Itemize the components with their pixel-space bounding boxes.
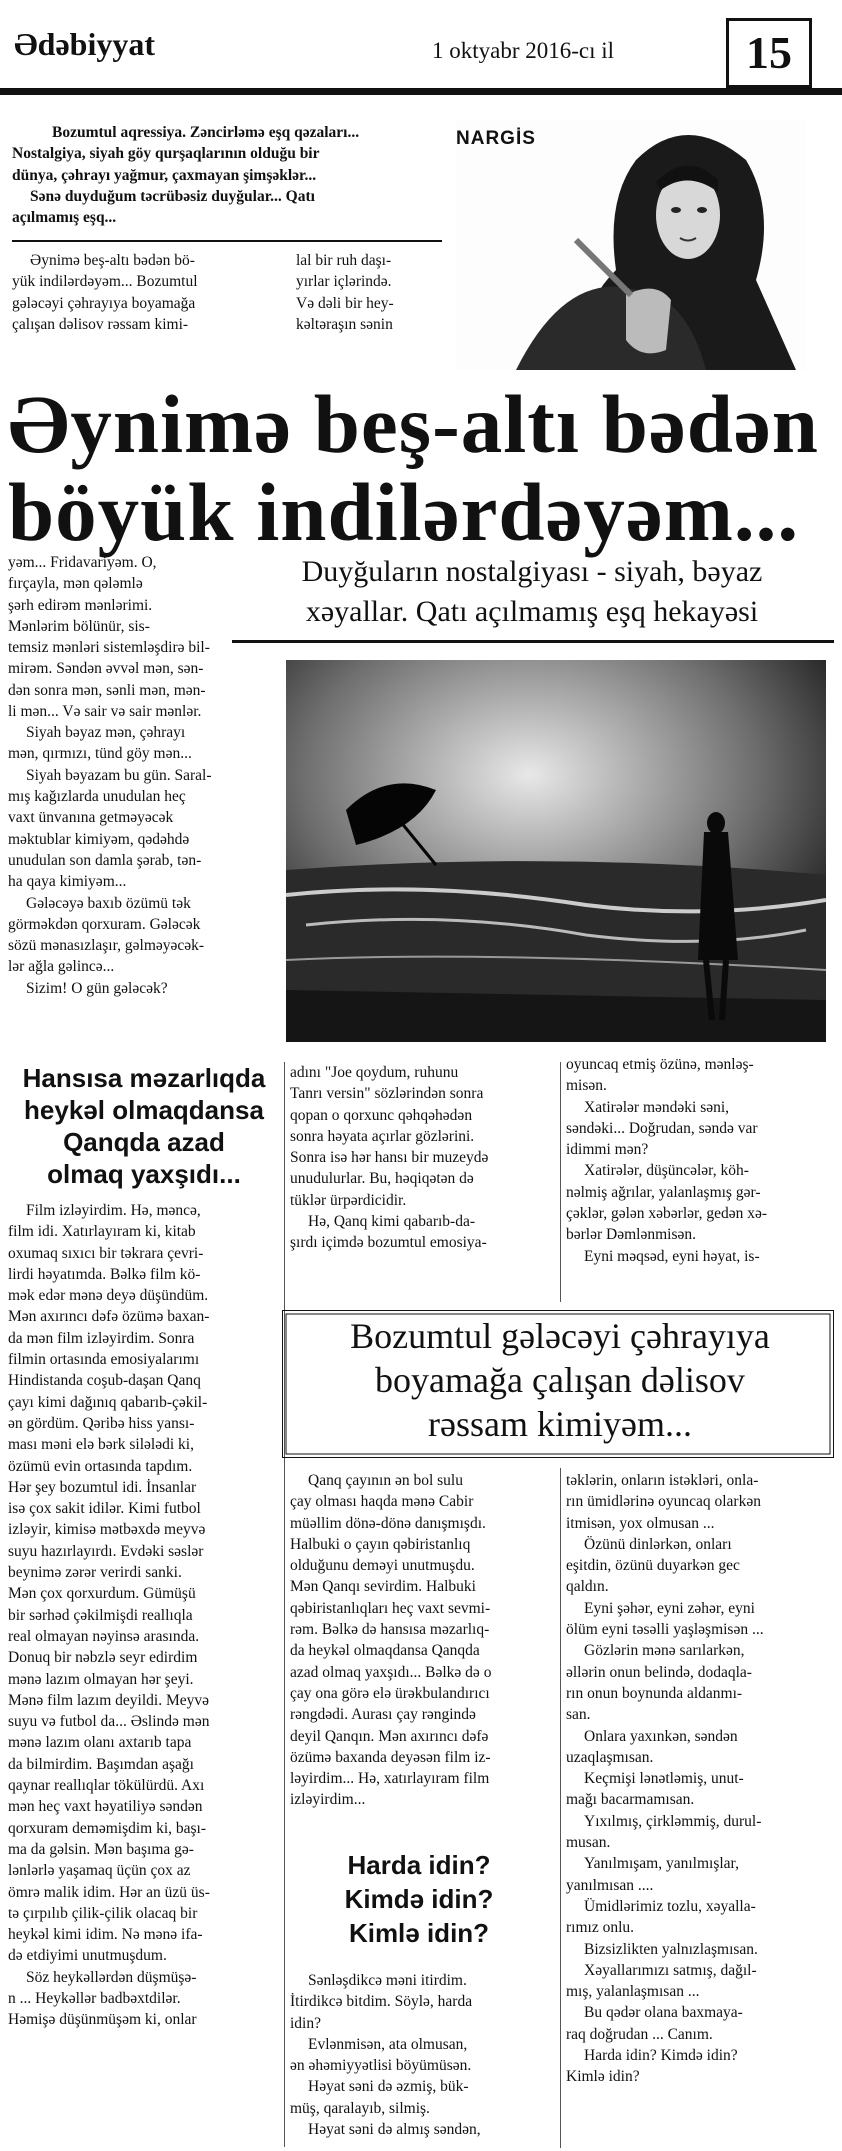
text-line: Mənə film lazım deyildi. Meyvə <box>8 1691 210 1709</box>
text-line: qaldın. <box>566 1578 609 1596</box>
text-line: ən əhəmiyyətlisi böyümüsən. <box>290 2057 472 2075</box>
text-line: yanılmısan .... <box>566 1876 654 1894</box>
left-line: ha qaya kimiyəm... <box>8 873 127 891</box>
text-line: Eyni şəhər, eyni zəhər, eyni <box>584 1599 755 1617</box>
left-line: mış kağızlarda unudulan heç <box>8 788 186 806</box>
text-line: adını "Joe qoydum, ruhunu <box>290 1064 459 1081</box>
headline <box>8 380 834 556</box>
text-line: rımız onlu. <box>566 1919 635 1937</box>
intro-line: Bozumtul aqressiya. Zəncirləmə eşq qəzaları... <box>52 124 360 141</box>
column-divider <box>560 1468 561 2148</box>
right-column-text <box>566 1054 834 1267</box>
woman-portrait-photo <box>456 120 806 370</box>
text-line: uzaqlaşmısan. <box>566 1748 654 1766</box>
lead-col-a <box>12 250 282 335</box>
intro-line: Nostalgiya, siyah göy qurşaqlarının olduğu bir <box>12 145 320 163</box>
text-line: da heykəl olmaqdansa Qanqda <box>290 1642 480 1660</box>
text-line: Halbuki o çayın qəbiristanlıq <box>290 1535 471 1553</box>
text-line: Həyat səni də əzmiş, bük- <box>308 2078 469 2096</box>
issue-date: 1 oktyabr 2016-cı il <box>432 38 615 63</box>
lead-line: lal bir ruh daşı- <box>296 252 392 269</box>
text-line: beynimə zərər verirdi sanki. <box>8 1564 182 1582</box>
column-divider <box>560 1062 561 1302</box>
text-line: da bilmirdim. Başımdan aşağı <box>8 1755 194 1773</box>
left-line: Siyah bəyaz mən, çəhrayı <box>26 724 186 742</box>
text-line: Hə, Qanq kimi qabarıb-da- <box>308 1213 475 1231</box>
left-column-text-wide <box>8 637 280 999</box>
text-line: ölüm eyni təsəlli yaşləşmisən ... <box>566 1621 764 1639</box>
text-line: Gözlərin mənə sarılarkən, <box>584 1642 745 1660</box>
text-line: mağı bacarmamısan. <box>566 1791 695 1809</box>
text-line: heykəl kimi idim. Nə mənə ifa- <box>8 1926 203 1944</box>
subheading-line: boyamağa çalışan dəlisov <box>375 1360 745 1400</box>
text-line: rın ümidlərinə oyuncaq olarkən <box>566 1493 761 1511</box>
text-line: səndəki... Doğrudan, səndə var <box>566 1119 758 1137</box>
text-line: təklərin, onların istəkləri, onla- <box>566 1472 759 1489</box>
left-line: unudulan son damla şərab, tən- <box>8 851 202 869</box>
text-line: qorxuram deməmişdim ki, başı- <box>8 1819 207 1837</box>
left-line: li mən... Və sair və sair mənlər. <box>8 702 202 720</box>
lead-line: Əynimə beş-altı bədən bö- <box>30 252 195 269</box>
text-line: Ümidlərimiz tozlu, xəyalla- <box>584 1897 756 1915</box>
left-line: Sizim! O gün gələcək? <box>26 979 168 997</box>
text-line: Bizsizlikten yalnızlaşmısan. <box>584 1940 758 1958</box>
headline-line: Əynimə beş-altı bədən <box>8 378 819 470</box>
text-line: ömrə malik idim. Hər an üzü üs- <box>8 1883 210 1901</box>
text-line: Bu qədər olana baxmaya- <box>584 2004 743 2022</box>
text-line: itmisən, yox olmusan ... <box>566 1514 715 1532</box>
text-line: rəngdədi. Aurası çay rəngində <box>290 1706 476 1724</box>
text-line: Həyat səni də almış səndən, <box>308 2121 481 2139</box>
umbrella-beach-photo <box>286 660 826 1042</box>
text-line: mən heç vaxt həyatiliyə səndən <box>8 1798 203 1816</box>
subheading-line: Kimdə idin? <box>344 1884 494 1914</box>
text-line: Hindistanda coşub-daşan Qanq <box>8 1372 201 1390</box>
page-number: 15 <box>726 18 812 88</box>
text-line: sonra həyata açırlar gözlərini. <box>290 1127 475 1145</box>
right-column-text-2 <box>566 1470 834 2088</box>
left-line: fırçayla, mən qələmlə <box>8 575 143 593</box>
left-line: şərh edirəm mənlərimi. <box>8 596 153 614</box>
left-line: Mənlərim bölünür, sis- <box>8 617 150 635</box>
text-line: Qanq çayının ən bol sulu <box>308 1472 463 1489</box>
text-line: Mən Qanqı sevirdim. Halbuki <box>290 1578 476 1596</box>
text-line: Evlənmisən, ata olmusan, <box>308 2035 468 2053</box>
text-line: Kimlə idin? <box>566 2068 640 2086</box>
text-line: əllərin onun belində, dodaqla- <box>566 1663 752 1681</box>
text-line: raq doğrudan ... Canım. <box>566 2025 713 2043</box>
text-line: Yanılmışam, yanılmışlar, <box>584 1855 739 1873</box>
column-divider <box>284 1062 285 2147</box>
text-line: Onlara yaxınkən, səndən <box>584 1727 738 1745</box>
text-line: Mən çox qorxurdum. Gümüşü <box>8 1585 196 1603</box>
subheading-line: heykəl olmaqdansa <box>24 1095 264 1125</box>
text-line: izləyir, kimisə mətbəxdə meyvə <box>8 1521 206 1539</box>
text-line: ləyirdim... Hə, xatırlayıram film <box>290 1770 490 1788</box>
subheading-line: Qanqda azad <box>63 1127 225 1157</box>
text-line: qəbiristanlıqları heç vaxt sevmi- <box>290 1599 491 1617</box>
subheading-line: rəssam kimiyəm... <box>428 1404 692 1444</box>
text-line: mış, yalanlaşmısan ... <box>566 1983 700 2001</box>
text-line: bərlər Dəmlənmisən. <box>566 1226 696 1244</box>
text-line: çəklər, gələn xəbərlər, gedən xə- <box>566 1205 768 1223</box>
intro-line: dünya, çəhrayı yağmur, çaxmayan şimşəklər... <box>12 166 317 184</box>
text-line: nəlmiş ağrılar, yalanlaşmış gər- <box>566 1183 761 1201</box>
text-line: lirdi həyatımda. Bəlkə film kö- <box>8 1265 201 1283</box>
subheading-line: Kimlə idin? <box>348 1918 490 1948</box>
subheading-line: Harda idin? <box>347 1850 491 1880</box>
left-line: dən sonra mən, sənli mən, mən- <box>8 681 206 699</box>
text-line: şırdı içimdə bozumtul emosiya- <box>290 1234 487 1252</box>
text-line: san. <box>566 1706 591 1724</box>
left-line: sözü mənasızlaşır, gəlməyəcək- <box>8 937 205 955</box>
lead-line: Və dəli bir hey- <box>296 294 394 312</box>
text-line: lənlərlə yaşamaq üçün çox az <box>8 1862 191 1880</box>
text-line: filmin ortasında emosiyalarımı <box>8 1351 200 1369</box>
text-line: idin? <box>290 2014 321 2032</box>
left-line: temsiz mənləri sistemləşdirə bil- <box>8 639 210 656</box>
subheading-2 <box>290 1314 830 1446</box>
text-line: Həmişə düşünmüşəm ki, onlar <box>8 2011 197 2029</box>
text-line: unudulurlar. Bu, həqiqətən də <box>290 1170 474 1188</box>
text-line: qopan o qorxunc qəhqəhədən <box>290 1106 473 1124</box>
text-line: Harda idin? Kimdə idin? <box>584 2047 738 2065</box>
section-title: Ədəbiyyat <box>14 26 155 62</box>
text-line: Tanrı versin" sözlərindən sonra <box>290 1085 484 1103</box>
mid-subheading <box>284 1848 554 1950</box>
text-line: mənə lazım olmayan hər şeyi. <box>8 1670 194 1688</box>
text-line: qaynar reallıqlar tökülürdü. Axı <box>8 1777 205 1795</box>
left-line: mirəm. Səndən əvvəl mən, sən- <box>8 660 204 678</box>
subheading-rule <box>232 640 834 643</box>
subheading-line: xəyallar. Qatı açılmamış eşq hekayəsi <box>305 595 759 628</box>
left-subheading <box>8 1062 280 1190</box>
text-line: müş, qaralayıb, silmiş. <box>290 2099 430 2117</box>
text-line: n ... Heykəllər badbəxtdilər. <box>8 1989 181 2007</box>
text-line: çay olması haqda mənə Cabir <box>290 1493 474 1511</box>
text-line: deyil Qanqın. Mən axırıncı dəfə <box>290 1727 489 1745</box>
text-line: ma da gəlsin. Mən başıma gə- <box>8 1840 194 1858</box>
text-line: tüklər ürpərdicidir. <box>290 1191 407 1209</box>
subheading-line: Duyğuların nostalgiyası - siyah, bəyaz <box>301 555 763 588</box>
intro-line: Sənə duyduğum təcrübəsiz duyğular... Qatı <box>30 187 315 205</box>
text-line: Xəyallarımızı satmış, dağıl- <box>584 1961 757 1979</box>
text-line: film idi. Xatırlayıram ki, kitab <box>8 1223 196 1241</box>
text-line: özümə baxanda deyəsən film iz- <box>290 1748 491 1766</box>
text-line: Donuq bir nəbzlə seyr edirdim <box>8 1649 198 1667</box>
left-line: mən, qırmızı, tünd göy mən... <box>8 745 192 763</box>
text-line: musan. <box>566 1834 611 1852</box>
headline-line: böyük indilərdəyəm... <box>8 466 800 558</box>
header-rule <box>0 88 842 95</box>
text-line: idimmi mən? <box>566 1141 649 1159</box>
intro-line: açılmamış eşq... <box>12 209 117 227</box>
text-line: Xatirələr məndəki səni, <box>584 1098 730 1116</box>
text-line: Mən axırıncı dəfə özümə baxan- <box>8 1308 210 1326</box>
text-line: İtirdikcə bitdim. Söylə, harda <box>290 1993 473 2011</box>
text-line: özümü evin ortasında tapdım. <box>8 1457 193 1475</box>
text-line: olduğunu deməyi unutmuşdu. <box>290 1557 475 1575</box>
text-line: də etdiyimi unutmuşdum. <box>8 1947 167 1965</box>
left-line: məktublar kimiyəm, qədəhdə <box>8 830 190 848</box>
subheading-line: Hansısa məzarlıqda <box>22 1063 266 1093</box>
left-line: Gələcəyə baxıb özümü tək <box>26 894 191 912</box>
text-line: Eyni məqsəd, eyni həyat, is- <box>584 1247 760 1265</box>
text-line: azad olmaq yaxşıdı... Bəlkə də o <box>290 1663 492 1681</box>
left-story <box>8 1200 280 2031</box>
text-line: real olmayan nəyinsə arasında. <box>8 1627 200 1645</box>
lead-line: gələcəyi çəhrayıya boyamağa <box>12 294 196 312</box>
text-line: eşitdin, özünü duyarkən gec <box>566 1557 740 1575</box>
lead-line: yırlar içlərində. <box>296 273 392 291</box>
left-column-text <box>8 552 226 637</box>
left-line: görməkdən qorxuram. Gələcək <box>8 915 201 933</box>
text-line: izləyirdim... <box>290 1791 366 1809</box>
text-line: çayı kimi dağınıq qabarıb-çəkil- <box>8 1393 208 1411</box>
text-line: oyuncaq etmiş özünə, mənləş- <box>566 1056 754 1073</box>
text-line: Hər şey bozumtul idi. İnsanlar <box>8 1478 197 1496</box>
left-line: Siyah bəyazam bu gün. Saral- <box>26 766 212 784</box>
subheading-1 <box>232 552 832 632</box>
subheading-line: Bozumtul gələcəyi çəhrayıya <box>350 1316 770 1356</box>
mid-column-text-3 <box>290 1970 554 2140</box>
text-line: Sonra isə hər hansı bir muzeydə <box>290 1149 489 1167</box>
text-line: ən gördüm. Qəribə hiss yansı- <box>8 1414 195 1432</box>
text-line: Sənləşdikcə məni itirdim. <box>308 1972 467 1989</box>
text-line: suyu hazırlayırdı. Evdəki səslər <box>8 1542 204 1560</box>
left-line: lər ağla gəlincə... <box>8 958 115 976</box>
text-line: Film izləyirdim. Hə, məncə, <box>26 1202 201 1219</box>
lead-col-b <box>296 250 446 335</box>
text-line: müəllim dönə-dönə danışmışdı. <box>290 1514 486 1532</box>
text-line: rın onun boynunda aldanmı- <box>566 1684 743 1702</box>
author-name: NARGİS <box>456 128 536 149</box>
lead-line: yük indilərdəyəm... Bozumtul <box>12 273 198 291</box>
text-line: tə çırpılıb çilik-çilik olacaq bir <box>8 1904 198 1922</box>
text-line: mək edər mənə deyə düşündüm. <box>8 1287 209 1305</box>
text-line: Keçmişi lənətləmiş, unut- <box>584 1770 744 1788</box>
text-line: Yıxılmış, çirkləmmiş, durul- <box>584 1812 762 1830</box>
left-line: yəm... Fridavariyəm. O, <box>8 554 157 571</box>
text-line: bir sərhəd çəkilmişdi reallıqla <box>8 1606 193 1624</box>
mid-column-text <box>290 1062 554 1254</box>
text-line: rəm. Bəlkə də hansısa məzarlıq- <box>290 1621 490 1639</box>
left-line: vaxt ünvanına getməyəcək <box>8 809 174 827</box>
lead-line: kəltəraşın sənin <box>296 315 393 333</box>
text-line: suyu və futbol da... Əslində mən <box>8 1713 210 1731</box>
mid-column-text-2 <box>290 1470 554 1811</box>
text-line: Özünü dinlərkən, onları <box>584 1535 732 1553</box>
text-line: Xatirələr, düşüncələr, köh- <box>584 1162 749 1180</box>
text-line: çay ona görə elə ürəkbulandırıcı <box>290 1684 490 1702</box>
subheading-line: olmaq yaxşıdı... <box>47 1159 241 1189</box>
text-line: isə çox sakit idilər. Kimi futbol <box>8 1500 201 1518</box>
text-line: ması məni elə bərk silələdi ki, <box>8 1436 194 1454</box>
lead-intro <box>12 122 442 228</box>
text-line: oxumaq sıxıcı bir təkrara çevri- <box>8 1244 204 1262</box>
text-line: Söz heykəllərdən düşmüşə- <box>26 1968 197 1986</box>
text-line: mənə lazım olanı axtarıb tapa <box>8 1734 192 1752</box>
text-line: misən. <box>566 1077 607 1095</box>
intro-rule <box>12 240 442 242</box>
lead-line: çalışan dəlisov rəssam kimi- <box>12 315 189 333</box>
text-line: da mən film izləyirdim. Sonra <box>8 1329 195 1347</box>
